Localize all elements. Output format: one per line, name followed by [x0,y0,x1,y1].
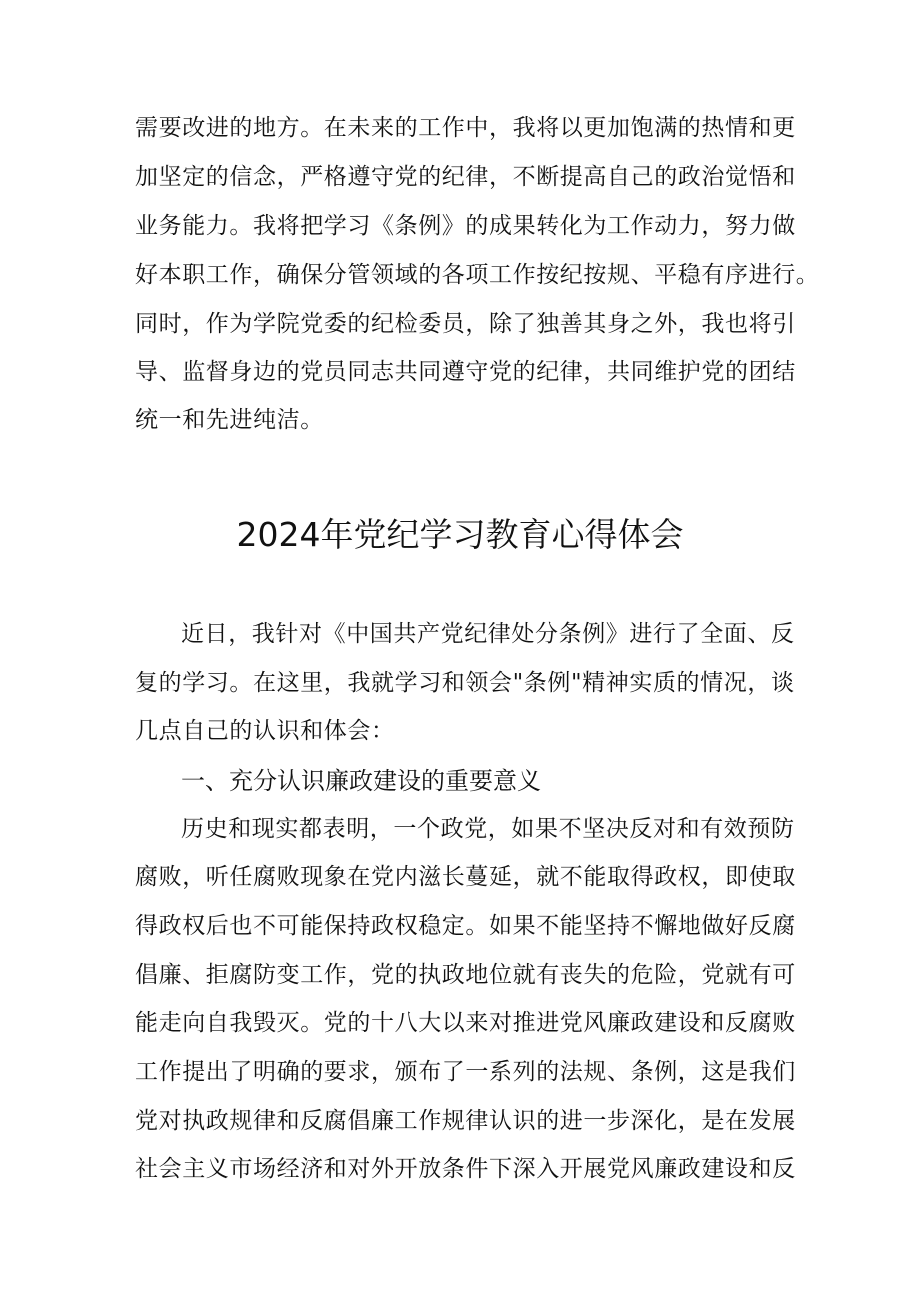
continuation-line: 统一和先进纯洁。 [135,407,324,433]
section-body-line: 倡廉、拒腐防变工作，党的执政地位就有丧失的危险，党就有可 [135,962,796,988]
intro-line: 近日，我针对《中国共产党纪律处分条例》进行了全面、反 [181,621,795,647]
continuation-line: 导、监督身边的党员同志共同遵守党的纪律，共同维护党的团结 [135,359,796,385]
continuation-line: 同时，作为学院党委的纪检委员，除了独善其身之外，我也将引 [135,311,796,337]
section-body-line: 工作提出了明确的要求，颁布了一系列的法规、条例，这是我们 [135,1059,796,1085]
continuation-line: 需要改进的地方。在未来的工作中，我将以更加饱满的热情和更 [135,115,796,141]
article-title: 2024年党纪学习教育心得体会 [236,515,684,554]
section-body-line: 能走向自我毁灭。党的十八大以来对推进党风廉政建设和反腐败 [135,1010,796,1036]
section-body-line: 党对执政规律和反腐倡廉工作规律认识的进一步深化，是在发展 [135,1108,796,1134]
section-heading: 一、充分认识廉政建设的重要意义 [181,767,541,795]
intro-line: 复的学习。在这里，我就学习和领会"条例"精神实质的情况，谈 [135,670,795,696]
section-body-line: 历史和现实都表明，一个政党，如果不坚决反对和有效预防 [181,816,795,842]
continuation-line: 加坚定的信念，严格遵守党的纪律，不断提高自己的政治觉悟和 [135,164,796,190]
continuation-line: 好本职工作，确保分管领域的各项工作按纪按规、平稳有序进行。 [135,262,820,288]
section-body-line: 得政权后也不可能保持政权稳定。如果不能坚持不懈地做好反腐 [135,913,796,939]
section-body-line: 社会主义市场经济和对外开放条件下深入开展党风廉政建设和反 [135,1156,796,1182]
continuation-line: 业务能力。我将把学习《条例》的成果转化为工作动力，努力做 [135,213,796,239]
section-body-line: 腐败，听任腐败现象在党内滋长蔓延，就不能取得政权，即使取 [135,864,796,890]
intro-line: 几点自己的认识和体会： [135,718,395,744]
